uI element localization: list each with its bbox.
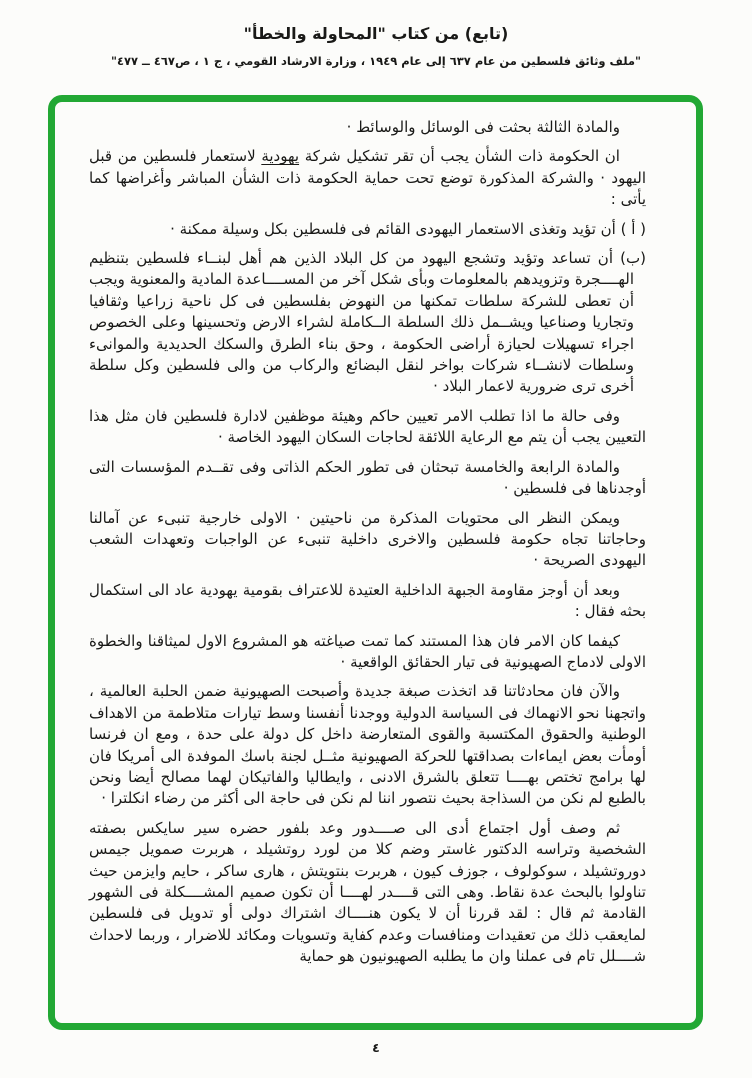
text-segment: وفى حالة ما اذا تطلب الامر تعيين حاكم وهيئة موظفين لادارة فلسطين فان مثل هذا التعيين يجب أن يتم مع الرعاية اللائقة لحاجات السكان اليهود الخاصة · bbox=[89, 406, 646, 447]
underlined-word: يهودية bbox=[261, 147, 300, 166]
paragraph bbox=[89, 818, 646, 968]
paragraph bbox=[89, 580, 646, 623]
text-segment: والمادة الثالثة بحثت فى الوسائل والوسائط · bbox=[346, 118, 620, 136]
text-segment: ان الحكومة ذات الشأن يجب أن تقر تشكيل شركة bbox=[299, 147, 620, 166]
text-segment: وبعد أن أوجز مقاومة الجبهة الداخلية العتيدة للاعتراف بقومية يهودية عاد الى استكمال بحثه فقال : bbox=[89, 580, 646, 621]
page-footer bbox=[0, 1040, 752, 1055]
text-segment: لاستعمار فلسطين من قبل اليهود · والشركة المذكورة توضع تحت حماية الحكومة ذات الشأن المباشر وأغراضها كما يأتى : bbox=[89, 147, 646, 209]
source-citation: "ملف وثائق فلسطين من عام ٦٣٧ إلى عام ١٩٤٩ ، وزارة الارشاد القومي ، ج ١ ، ص٤٦٧ ــ ٤٧٧" bbox=[110, 54, 642, 68]
paragraph bbox=[89, 406, 646, 449]
text-segment: ( أ ) أن تؤيد وتغذى الاستعمار اليهودى القائم فى فلسطين بكل وسيلة ممكنة · bbox=[170, 219, 646, 238]
document-header bbox=[0, 0, 752, 68]
text-segment: ثم وصف أول اجتماع أدى الى صــــدور وعد بلفور حضره سير سايكس بصفته الشخصية وتراسه الدكتور غاستر وضم كلا من لورد روتشيلد ، هربرت صمويل جيمس دوروتشيلد ، سوكولوف ، جوزف كيون ، هربرت بنتويتش ، هارى ساكر ، حايم وايزمن حيث تناولوا بالبحث عدة نقاط. وهى التى قــــدر لهــــا أن تكون صميم المشــــكلة فى الشهور القادمة ثم قال : لقد قررنا أن لا يكون هنــــاك اشتراك دولى أو تدويل فى فلسطين لمايعقب ذلك من تعقيدات ومنافسات وعدم كفاية وتسويات ومكائد للاضرار ، وربما لاحداث شــــلل تام فى عملنا وان ما يطلبه الصهيونيون هو حماية bbox=[89, 818, 646, 966]
paragraph bbox=[89, 457, 646, 500]
text-segment: كيفما كان الامر فان هذا المستند كما تمت صياغته هو المشروع الاول لميثاقنا والخطوة الاولى لادماج الصهيونية فى تيار الحقائق الواقعية · bbox=[89, 631, 646, 671]
text-segment: (ب) أن تساعد وتؤيد وتشجع اليهود من كل البلاد الذين هم أهل لبنــاء فلسطين بتنظيم الهــــجرة وتزويدهم بالمعلومات وبأى شكل آخر من المســــاعدة المادية والمعنوية ويجب أن تعطى للشركة سلطات تمكنها من النهوض بفلسطين فى كل ناحية زراعيا وثقافيا وتجاريا وصناعيا ويشــمل ذلك السلطة الــكاملة لشراء الارض وتحسينها وعلى الخصوص اجراء تسهيلات لحيازة أراضى الحكومة ، وحق بناء الطرق والسكك الحديدية والموانىء وسلطات لانشــاء شركات بواخر لنقل البضائع والركاب من والى فلسطين وكل سلطة أخرى ترى ضرورية لاعمار البلاد · bbox=[89, 249, 646, 396]
paragraph bbox=[89, 146, 646, 210]
text-segment: والمادة الرابعة والخامسة تبحثان فى تطور الحكم الذاتى وفى تقــدم المؤسسات التى أوجدناها فى فلسطين · bbox=[89, 457, 646, 498]
page-title: (تابع) من كتاب "المحاولة والخطأ" bbox=[243, 24, 509, 43]
paragraph bbox=[89, 631, 646, 674]
paragraph bbox=[89, 681, 646, 809]
page-number: ٤ bbox=[372, 1040, 380, 1055]
paragraph bbox=[89, 248, 646, 398]
paragraph bbox=[89, 219, 646, 240]
body-text bbox=[55, 102, 696, 1023]
text-segment: والآن فان محادثاتنا قد اتخذت صبغة جديدة وأصبحت الصهيونية ضمن الحلبة العالمية ، واتجهنا نحو الانهماك فى السياسة الدولية ووجدنا أنفسنا وسط تيارات متلاطمة من الاهداف الوطنية والحقوق المكتسبة والقوى المتعارضة داخل كل دولة على حدة ، ومع ان فرنسا أومأت بعض ايماءات بصداقتها للحركة الصهيونية مثــل لجنة باسك الموفدة الى أمريكا فان لها برامج تختص بهــــا تتعلق بالشرق الادنى ، وايطاليا والفاتيكان لهما مصالح أيضا ونحن بالطبع لم نكن من السذاجة بحيث نتصور اننا لم نكن فى حاجة الى أكثر من رضاء انكلترا · bbox=[89, 682, 646, 808]
paragraph bbox=[89, 117, 646, 138]
green-border-frame bbox=[48, 95, 703, 1030]
paragraph bbox=[89, 508, 646, 572]
text-segment: ويمكن النظر الى محتويات المذكرة من ناحيتين · الاولى خارجية تنبىء عن آمالنا وحاجاتنا تجاه حكومة فلسطين والاخرى داخلية تنبىء عن الواجبات وتعهدات الشعب اليهودى الصريحة · bbox=[89, 508, 646, 570]
